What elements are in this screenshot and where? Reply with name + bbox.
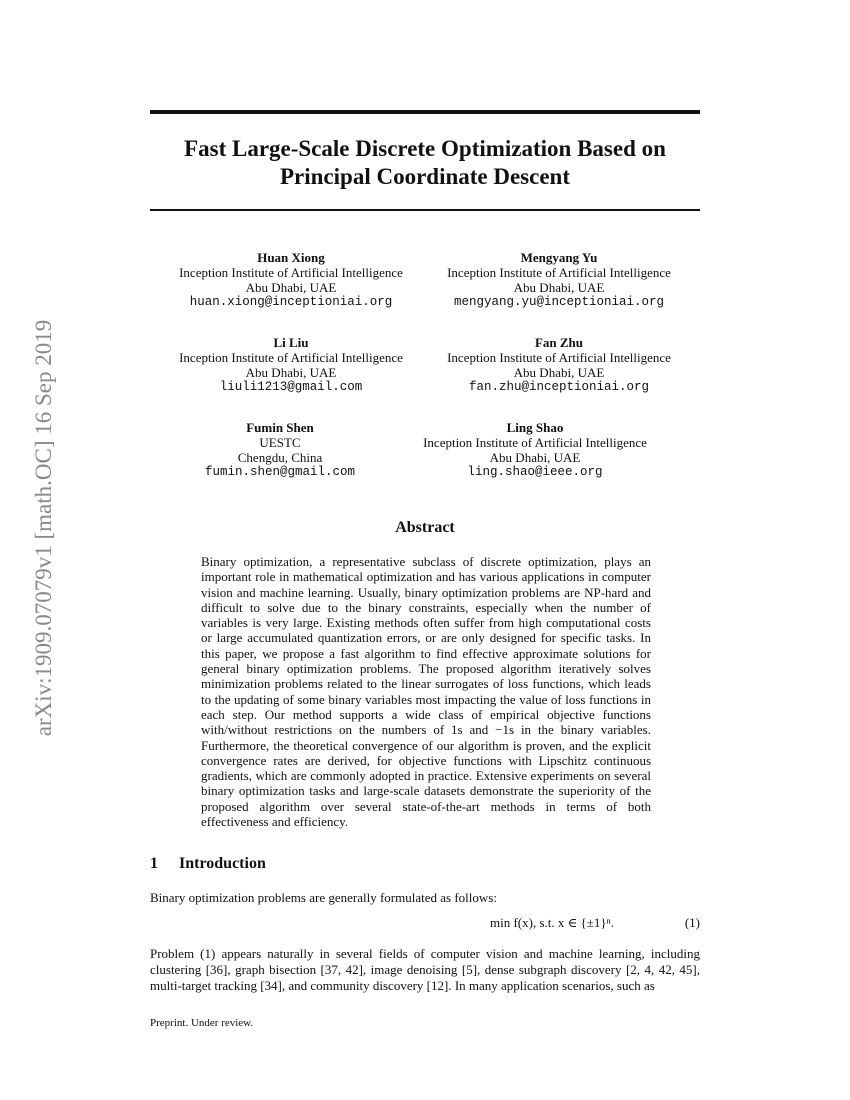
author-affiliation: UESTC xyxy=(259,435,301,450)
author-email: ling.shao@ieee.org xyxy=(467,465,603,479)
author-name: Mengyang Yu xyxy=(520,250,598,265)
section-number: 1 xyxy=(150,855,158,872)
author-location: Abu Dhabi, UAE xyxy=(245,280,337,295)
section-heading xyxy=(150,855,266,873)
author-email: liuli1213@gmail.com xyxy=(219,380,363,394)
author-name: Huan Xiong xyxy=(257,250,325,265)
abstract-heading: Abstract xyxy=(395,519,455,536)
author-block xyxy=(141,250,441,310)
author-name: Li Liu xyxy=(273,335,309,350)
author-name: Fumin Shen xyxy=(246,420,314,435)
author-affiliation: Inception Institute of Artificial Intelligence xyxy=(179,350,403,365)
author-location: Abu Dhabi, UAE xyxy=(489,450,581,465)
author-email: mengyang.yu@inceptioniai.org xyxy=(453,295,665,309)
author-email: fan.zhu@inceptioniai.org xyxy=(468,380,650,394)
author-block xyxy=(409,335,709,395)
author-location: Abu Dhabi, UAE xyxy=(513,365,605,380)
title-line-2: Principal Coordinate Descent xyxy=(279,164,570,189)
author-affiliation: Inception Institute of Artificial Intelligence xyxy=(423,435,647,450)
author-affiliation: Inception Institute of Artificial Intelligence xyxy=(447,265,671,280)
author-affiliation: Inception Institute of Artificial Intelligence xyxy=(179,265,403,280)
author-email: huan.xiong@inceptioniai.org xyxy=(189,295,393,309)
intro-paragraph: Problem (1) appears naturally in several fields of computer vision and machine learning, including clustering [36], graph bisection [37, 42], image denoising [5], dense subgraph discovery [2, 4, 42, 45], multi-target tracking [34], and community discovery [12]. In many application scenarios, such as xyxy=(150,946,700,993)
author-affiliation: Inception Institute of Artificial Intelligence xyxy=(447,350,671,365)
arxiv-stamp: arXiv:1909.07079v1 [math.OC] 16 Sep 2019 xyxy=(31,319,56,737)
author-block xyxy=(141,335,441,395)
author-block xyxy=(409,250,709,310)
author-name: Ling Shao xyxy=(506,420,564,435)
author-location: Abu Dhabi, UAE xyxy=(245,365,337,380)
author-location: Abu Dhabi, UAE xyxy=(513,280,605,295)
preprint-footer: Preprint. Under review. xyxy=(150,1017,254,1029)
author-location: Chengdu, China xyxy=(237,450,323,465)
author-block xyxy=(385,420,685,480)
paper-title xyxy=(150,135,700,191)
intro-paragraph: Binary optimization problems are generally formulated as follows: xyxy=(150,890,497,905)
title-bottom-rule xyxy=(150,209,700,211)
title-top-rule xyxy=(150,110,700,114)
author-email: fumin.shen@gmail.com xyxy=(204,465,356,479)
equation-formula: min f(x), s.t. x ∈ {±1}ⁿ. xyxy=(490,915,614,930)
abstract-body: Binary optimization, a representative subclass of discrete optimization, plays an important role in mathematical optimization and has various applications in computer vision and machine learning. Usually, binary optimization problems are NP-hard and difficult to solve due to the binary constraints, especially when the number of variables is very large. Existing methods often suffer from high computational costs or large accumulated quantization errors, or are only designed for specific tasks. In this paper, we propose a fast algorithm to find effective approximate solutions for general binary optimization problems. The proposed algorithm iteratively solves minimization problems related to the linear surrogates of loss functions, which leads to the updating of some binary variables most impacting the value of loss functions in each step. Our method supports a wide class of empirical objective functions with/without restrictions on the numbers of 1s and −1s in the binary variables. Furthermore, the theoretical convergence of our algorithm is proven, and the explicit convergence rates are derived, for objective functions with Lipschitz continuous gradients, which are commonly adopted in practice. Extensive experiments on several binary optimization tasks and large-scale datasets demonstrate the superiority of the proposed algorithm over several state-of-the-art methods in terms of both effectiveness and efficiency. xyxy=(201,554,651,830)
title-line-1: Fast Large-Scale Discrete Optimization Based on xyxy=(184,136,666,161)
section-title: Introduction xyxy=(179,855,266,872)
author-name: Fan Zhu xyxy=(534,335,584,350)
equation-block xyxy=(150,913,700,939)
equation-number: (1) xyxy=(684,915,700,930)
